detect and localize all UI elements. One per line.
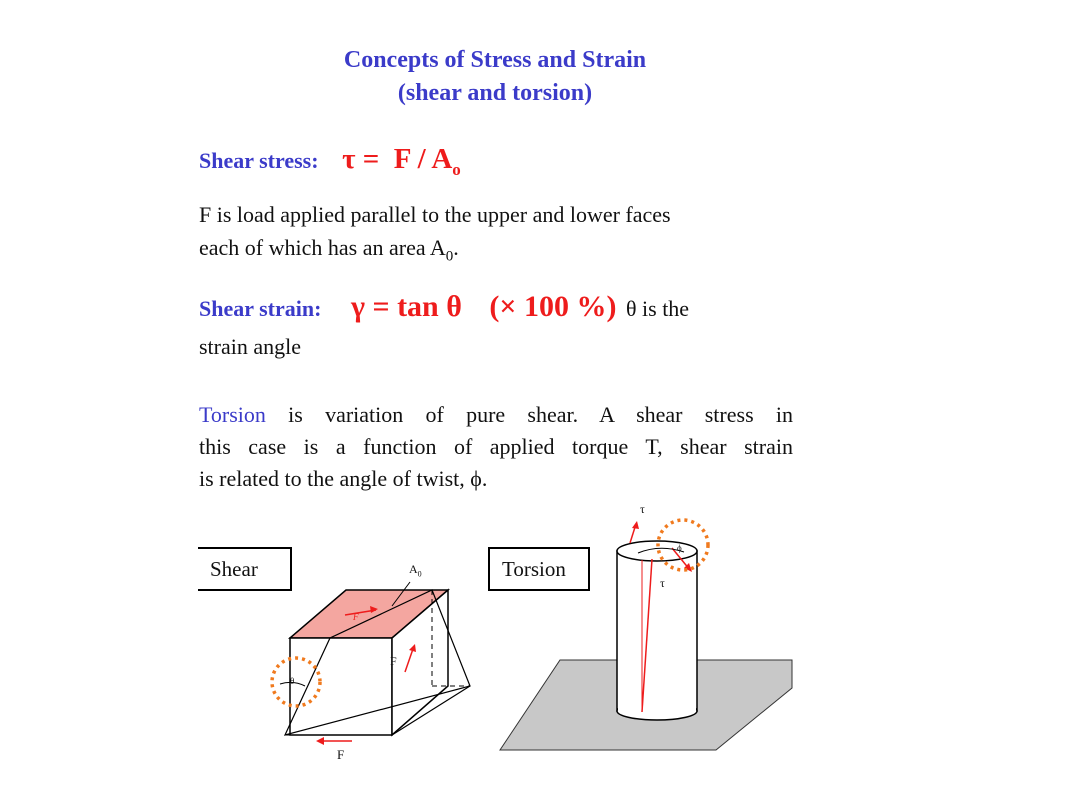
shear-description-line-2: each of which has an area $A_0$.	[199, 235, 459, 265]
shear-strain-formula: γ = tan θ	[350, 290, 462, 323]
shear-stress-formula: $\tau = F / A_o$	[342, 143, 461, 179]
tau-side-label: τ	[660, 576, 665, 590]
torsion-box-label: Torsion	[488, 547, 590, 591]
top-force-label: F	[353, 612, 359, 622]
torsion-line-1: Torsion is variation of pure shear. A shear stress in	[199, 402, 793, 427]
tau-top-label: τ	[640, 502, 645, 516]
torsion-line-3: is related to the angle of twist, ϕ.	[199, 466, 488, 491]
phi-label: ϕ	[677, 543, 682, 553]
shear-strain-label: Shear strain:	[199, 296, 322, 321]
title-line-2: (shear and torsion)	[397, 80, 593, 106]
torsion-cylinder-body	[617, 551, 697, 711]
side-force-label: F	[390, 654, 397, 668]
bottom-force-label: F	[337, 747, 345, 762]
shear-strain-tail: θ is the	[625, 296, 690, 321]
shear-description-line-1: F is load applied parallel to the upper and lower faces	[199, 202, 671, 227]
torsion-word: Torsion	[199, 402, 266, 427]
theta-label: θ	[290, 676, 295, 686]
shear-figure	[272, 582, 470, 745]
shear-strain-percent: (× 100 %)	[489, 290, 617, 323]
area-label: $A_0$	[409, 562, 422, 579]
shear-stress-label: Shear stress:	[199, 148, 319, 173]
shear-box-label: Shear	[198, 547, 292, 591]
shear-strain-line-2: strain angle	[199, 334, 302, 359]
torsion-line-2: this case is a function of applied torque T, shear strain	[199, 434, 793, 459]
title-line-1: Concepts of Stress and Strain	[343, 47, 647, 73]
